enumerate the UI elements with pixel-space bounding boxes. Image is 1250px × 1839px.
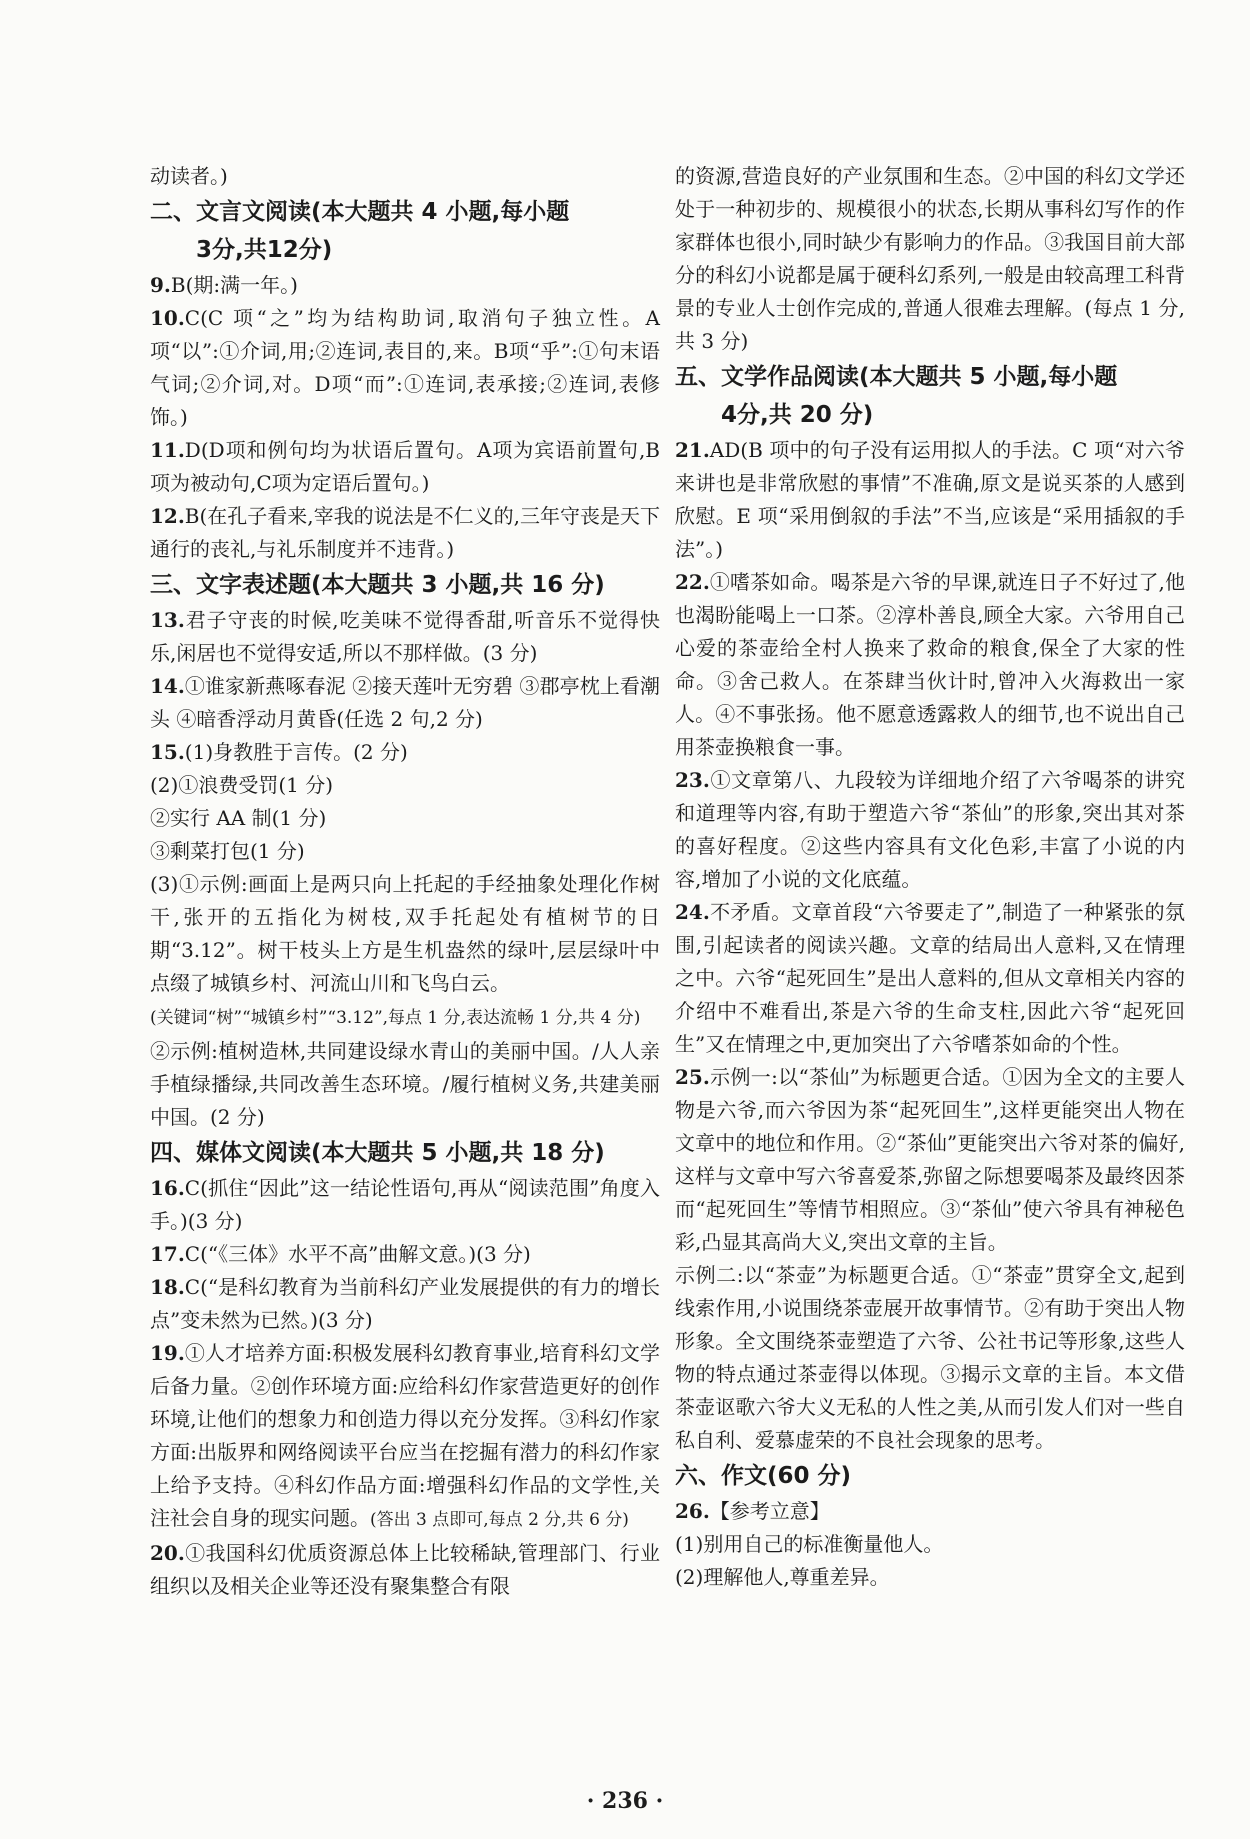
page-number: · 236 · [586,1788,664,1814]
answer-line [150,1035,660,1134]
answer-line [150,160,660,193]
question-number: 19. [150,1341,185,1365]
section-heading [675,358,1185,434]
answer-item [150,1172,660,1238]
answer-item [675,434,1185,566]
answer-text: 不矛盾。文章首段“六爷要走了”,制造了一种紧张的氛围,引起读者的阅读兴趣。文章的结局出人意料,又在情理之中。六爷“起死回生”是出人意料的,但从文章相关内容的介绍中不难看出,茶是六爷的生命支柱,因此六爷“起死回生”又在情理之中,更加突出了六爷嗜茶如命的个性。 [675,900,1185,1056]
answer-text: 的资源,营造良好的产业氛围和生态。②中国的科幻文学还处于一种初步的、规模很小的状态,长期从事科幻写作的作家群体也很小,同时缺少有影响力的作品。③我国目前大部分的科幻小说都是属于硬科幻系列,一般是由较高理工科背景的专业人士创作完成的,普通人很难去理解。(每点 1 分,共 3 分) [675,164,1185,353]
answer-line [675,1528,1185,1561]
answer-text: (2)①浪费受罚(1 分) [150,773,334,797]
question-number: 12. [150,504,185,528]
answer-text: ①人才培养方面:积极发展科幻教育事业,培育科幻文学后备力量。②创作环境方面:应给科幻作家营造更好的创作环境,让他们的想象力和创造力得以充分发挥。③科幻作家方面:出版界和网络阅读平台应当在挖掘有潜力的科幻作家上给予支持。④科幻作品方面:增强科幻作品的文学性,关注社会自身的现实问题。 [150,1341,660,1530]
answer-item [150,269,660,302]
section-heading [150,193,660,269]
answer-line [675,1561,1185,1594]
answer-item [150,736,660,769]
answer-text: ①谁家新燕啄春泥 ②接天莲叶无穷碧 ③郡亭枕上看潮头 ④暗香浮动月黄昏(任选 2 句,2 分) [150,674,660,731]
answer-text: ①嗜茶如命。喝茶是六爷的早课,就连日子不好过了,他也渴盼能喝上一口茶。②淳朴善良,顾全大家。六爷用自己心爱的茶壶给全村人换来了救命的粮食,保全了大家的性命。③舍己救人。在茶肆当伙计时,曾冲入火海救出一家人。④不事张扬。他不愿意透露救人的细节,也不说出自己用茶壶换粮食一事。 [675,570,1185,759]
question-number: 11. [150,438,185,462]
right-column [675,160,1185,1594]
question-number: 21. [675,438,710,462]
section-heading [150,1134,660,1172]
answer-line [150,1000,660,1035]
question-number: 18. [150,1275,185,1299]
scoring-note: (关键词“树”“城镇乡村”“3.12”,每点 1 分,表达流畅 1 分,共 4 分) [150,1008,641,1028]
answer-text: B(期:满一年。) [170,273,298,297]
question-number: 15. [150,740,185,764]
answer-text: AD(B 项中的句子没有运用拟人的手法。C 项“对六爷来讲也是非常欣慰的事情”不准确,原文是说买茶的人感到欣慰。E 项“采用倒叙的手法”不当,应该是“采用插叙的手法”。) [675,438,1185,561]
question-number: 14. [150,674,185,698]
question-number: 23. [675,768,710,792]
answer-text: ③剩菜打包(1 分) [150,839,305,863]
answer-text: ②示例:植树造林,共同建设绿水青山的美丽中国。/人人亲手植绿播绿,共同改善生态环境。/履行植树义务,共建美丽中国。(2 分) [150,1039,660,1129]
section-heading-text: 三、文字表述题(本大题共 3 小题,共 16 分) [150,572,605,598]
section-heading [150,566,660,604]
question-number: 17. [150,1242,185,1266]
answer-line [675,1259,1185,1457]
answer-item [150,302,660,434]
section-heading-continuation: 3分,共12分) [196,237,333,263]
answer-line [150,835,660,868]
answer-item [150,1337,660,1537]
question-number: 10. [150,306,185,330]
scoring-note: (答出 3 点即可,每点 2 分,共 6 分) [370,1510,629,1530]
answer-text: C(“是科幻教育为当前科幻产业发展提供的有力的增长点”变未然为已然。)(3 分) [150,1275,660,1332]
question-number: 24. [675,900,710,924]
answer-text: 动读者。) [150,164,228,188]
question-number: 22. [675,570,710,594]
answer-item [150,1271,660,1337]
answer-item [150,604,660,670]
answer-text: ①文章第八、九段较为详细地介绍了六爷喝茶的讲究和道理等内容,有助于塑造六爷“茶仙”的形象,突出其对茶的喜好程度。②这些内容具有文化色彩,丰富了小说的内容,增加了小说的文化底蕴。 [675,768,1185,891]
answer-item [675,896,1185,1061]
answer-text: 【参考立意】 [709,1499,830,1523]
answer-text: D(D项和例句均为状语后置句。A项为宾语前置句,B项为被动句,C项为定语后置句。) [150,438,660,495]
answer-item [150,1238,660,1271]
answer-text: ②实行 AA 制(1 分) [150,806,327,830]
answer-item [675,764,1185,896]
answer-item [150,500,660,566]
answer-text: (1)身教胜于言传。(2 分) [184,740,408,764]
answer-text: 君子守丧的时候,吃美味不觉得香甜,听音乐不觉得快乐,闲居也不觉得安适,所以不那样做。(3 分) [150,608,660,665]
answer-text: C(“《三体》水平不高”曲解文意。)(3 分) [184,1242,531,1266]
question-number: 16. [150,1176,185,1200]
answer-line [150,769,660,802]
answer-item [150,670,660,736]
question-number: 20. [150,1541,185,1565]
answer-item [150,434,660,500]
section-heading-text: 六、作文(60 分) [675,1463,852,1489]
question-number: 26. [675,1499,710,1523]
answer-text: B(在孔子看来,宰我的说法是不仁义的,三年守丧是天下通行的丧礼,与礼乐制度并不违背。) [150,504,661,561]
answer-text: 示例二:以“茶壶”为标题更合适。①“茶壶”贯穿全文,起到线索作用,小说围绕茶壶展开故事情节。②有助于突出人物形象。全文围绕茶壶塑造了六爷、公社书记等形象,这些人物的特点通过茶壶得以体现。③揭示文章的主旨。本文借茶壶讴歌六爷大义无私的人性之美,从而引发人们对一些自私自利、爱慕虚荣的不良社会现象的思考。 [675,1263,1185,1452]
answer-text: ①我国科幻优质资源总体上比较稀缺,管理部门、行业组织以及相关企业等还没有聚集整合有限 [150,1541,660,1598]
section-heading-text: 四、媒体文阅读(本大题共 5 小题,共 18 分) [150,1140,605,1166]
section-heading-text: 五、文学作品阅读(本大题共 5 小题,每小题 [675,364,1118,390]
answer-text: 示例一:以“茶仙”为标题更合适。①因为全文的主要人物是六爷,而六爷因为茶“起死回生”,这样更能突出人物在文章中的地位和作用。②“茶仙”更能突出六爷对茶的偏好,这样与文章中写六爷喜爱茶,弥留之际想要喝茶及最终因茶而“起死回生”等情节相照应。③“茶仙”使六爷具有神秘色彩,凸显其高尚大义,突出文章的主旨。 [675,1065,1185,1254]
answer-item [675,566,1185,764]
question-number: 25. [675,1065,710,1089]
answer-line [675,160,1185,358]
section-heading-text: 二、文言文阅读(本大题共 4 小题,每小题 [150,199,570,225]
answer-text: C(C 项“之”均为结构助词,取消句子独立性。A项“以”:①介词,用;②连词,表目的,来。B项“乎”:①句末语气词;②介词,对。D项“而”:①连词,表承接;②连词,表修饰。) [150,306,660,429]
answer-line [150,802,660,835]
section-heading [675,1457,1185,1495]
question-number: 13. [150,608,185,632]
answer-item [150,1537,660,1603]
answer-text: (2)理解他人,尊重差异。 [675,1565,890,1589]
question-number: 9. [150,273,171,297]
left-column [150,160,660,1603]
answer-text: (1)别用自己的标准衡量他人。 [675,1532,944,1556]
answer-item [675,1061,1185,1259]
answer-text: (3)①示例:画面上是两只向上托起的手经抽象处理化作树干,张开的五指化为树枝,双手托起处有植树节的日期“3.12”。树干枝头上方是生机盎然的绿叶,层层绿叶中点缀了城镇乡村、河流山川和飞鸟白云。 [150,872,660,995]
section-heading-continuation: 4分,共 20 分) [721,402,874,428]
answer-item [675,1495,1185,1528]
answer-text: C(抓住“因此”这一结论性语句,再从“阅读范围”角度入手。)(3 分) [150,1176,660,1233]
answer-line [150,868,660,1000]
